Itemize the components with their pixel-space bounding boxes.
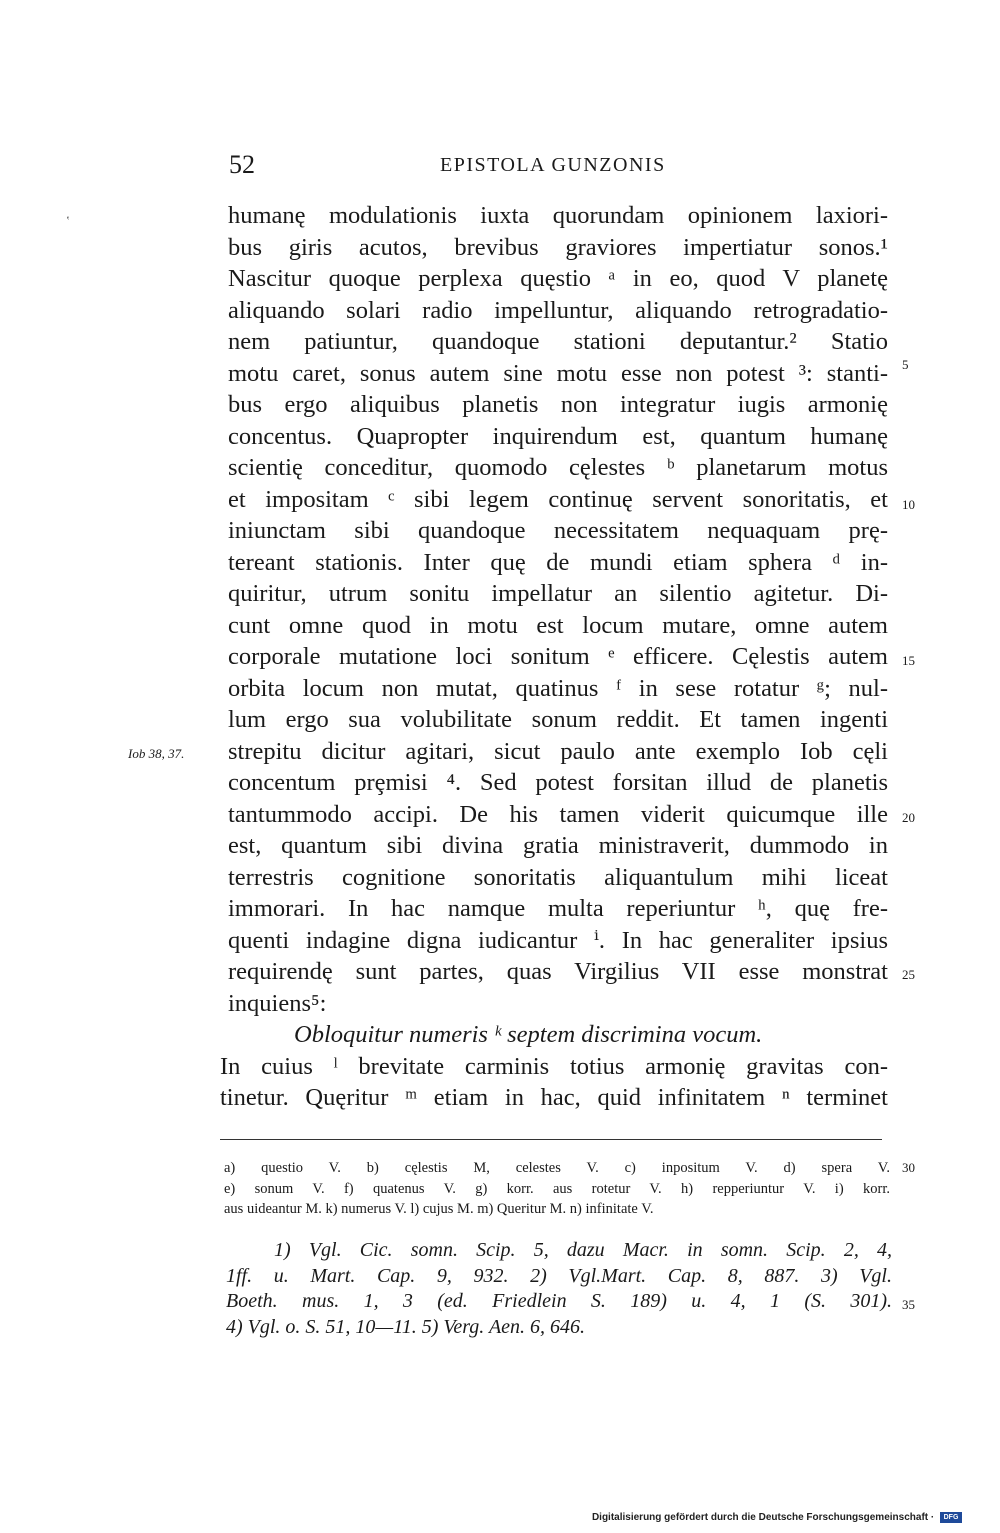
body-line: terrestris cognitione sonoritatis aliquantulum mihi liceat bbox=[228, 863, 888, 891]
line-number: 15 bbox=[902, 653, 915, 668]
source-note-line: Boeth. mus. 1, 3 (ed. Friedlein S. 189) u. 4, 1 (S. 301). bbox=[226, 1290, 892, 1312]
body-line: scientię conceditur, quomodo cęlestes ᵇ planetarum motus bbox=[228, 454, 888, 481]
body-line: In cuius ˡ brevitate carminis totius armonię gravitas con- bbox=[220, 1052, 888, 1080]
body-line: Nascitur quoque perplexa quęstio ᵃ in eo, quod V planetę bbox=[228, 265, 888, 292]
body-line: concentum prȩmisi ⁴. Sed potest forsitan illud de planetis bbox=[228, 769, 888, 796]
line-number: 10 bbox=[902, 497, 915, 512]
body-line: immorari. In hac namque multa reperiuntur ʰ, quę fre- bbox=[228, 895, 888, 922]
verse-quotation: Obloquitur numeris ᵏ septem discrimina vocum. bbox=[294, 1021, 763, 1048]
body-line: inquiens⁵: bbox=[228, 989, 327, 1017]
body-line: tinetur. Quęritur ᵐ etiam in hac, quid infinitatem ⁿ terminet bbox=[220, 1084, 888, 1111]
body-line: strepitu dicitur agitari, sicut paulo ante exemplo Iob cęli bbox=[228, 737, 888, 765]
apparatus-line: e) sonum V. f) quatenus V. g) korr. aus rotetur V. h) repperiuntur V. i) korr. bbox=[224, 1180, 890, 1197]
credit-text: Digitalisierung gefördert durch die Deutsche Forschungsgemeinschaft · bbox=[591, 1512, 935, 1523]
body-line: nem patiuntur, quandoque stationi deputantur.² Statio bbox=[228, 328, 888, 355]
body-line: et impositam ᶜ sibi legem continuę servent sonoritatis, et bbox=[228, 485, 888, 513]
margin-citation: Iob 38, 37. bbox=[128, 746, 185, 761]
body-line: aliquando solari radio impelluntur, aliquando retrogradatio- bbox=[228, 296, 888, 324]
apparatus-line: a) questio V. b) cęlestis M, celestes V. c) inpositum V. d) spera V. bbox=[224, 1160, 890, 1176]
line-number: 30 bbox=[902, 1160, 915, 1175]
source-note-line: 4) Vgl. o. S. 51, 10—11. 5) Verg. Aen. 6, 646. bbox=[226, 1315, 586, 1338]
body-line: orbita locum non mutat, quatinus ᶠ in sese rotatur ᵍ; nul- bbox=[228, 674, 888, 702]
body-line: motu caret, sonus autem sine motu esse non potest ³: stanti- bbox=[228, 359, 888, 387]
critical-apparatus bbox=[224, 1158, 890, 1220]
body-line: quenti indagine digna iudicantur ⁱ. In hac generaliter ipsius bbox=[228, 926, 888, 954]
apparatus-line: aus uideantur M. k) numerus V. l) cujus M. m) Queritur M. n) infinitate V. bbox=[224, 1201, 654, 1217]
line-number: 20 bbox=[902, 810, 915, 825]
body-line: requirendę sunt partes, quas Virgilius VII esse monstrat bbox=[228, 958, 888, 985]
line-number: 25 bbox=[902, 967, 915, 982]
source-note-line: 1ff. u. Mart. Cap. 9, 932. 2) Vgl.Mart. Cap. 8, 887. 3) Vgl. bbox=[226, 1264, 892, 1287]
page-number: 52 bbox=[229, 150, 255, 179]
body-line: concentus. Quapropter inquirendum est, quantum humanę bbox=[228, 422, 888, 450]
line-number: 5 bbox=[902, 357, 909, 372]
body-line: bus ergo aliquibus planetis non integratur iugis armonię bbox=[228, 391, 888, 418]
body-line: quiritur, utrum sonitu impellatur an silentio agitetur. Di- bbox=[228, 580, 888, 607]
body-line: humanę modulationis iuxta quorundam opinionem laxiori- bbox=[228, 202, 888, 229]
digitization-credit bbox=[592, 1512, 962, 1523]
footnote-rule bbox=[220, 1139, 882, 1140]
source-notes bbox=[226, 1238, 892, 1340]
body-line: corporale mutatione loci sonitum ᵉ efficere. Cęlestis autem bbox=[228, 643, 888, 670]
running-title: EPISTOLA GUNZONIS bbox=[440, 154, 666, 176]
body-line: bus giris acutos, brevibus graviores impertiatur sonos.¹ bbox=[228, 233, 888, 261]
body-line: lum ergo sua volubilitate sonum reddit. Et tamen ingenti bbox=[228, 706, 888, 733]
dfg-logo: DFG bbox=[940, 1512, 962, 1523]
line-number: 35 bbox=[902, 1297, 915, 1312]
stray-mark: ‛ bbox=[66, 213, 70, 227]
body-text bbox=[220, 200, 888, 1114]
body-line: est, quantum sibi divina gratia ministraverit, dummodo in bbox=[228, 832, 888, 859]
body-line: tantummodo accipi. De his tamen viderit quicumque ille bbox=[228, 800, 888, 828]
body-line: cunt omne quod in motu est locum mutare, omne autem bbox=[228, 611, 888, 639]
source-note-line: 1) Vgl. Cic. somn. Scip. 5, dazu Macr. in somn. Scip. 2, 4, bbox=[274, 1239, 892, 1261]
body-line: iniunctam sibi quandoque necessitatem nequaquam prę- bbox=[228, 517, 888, 544]
body-line: tereant stationis. Inter quę de mundi etiam sphera ᵈ in- bbox=[228, 548, 888, 576]
